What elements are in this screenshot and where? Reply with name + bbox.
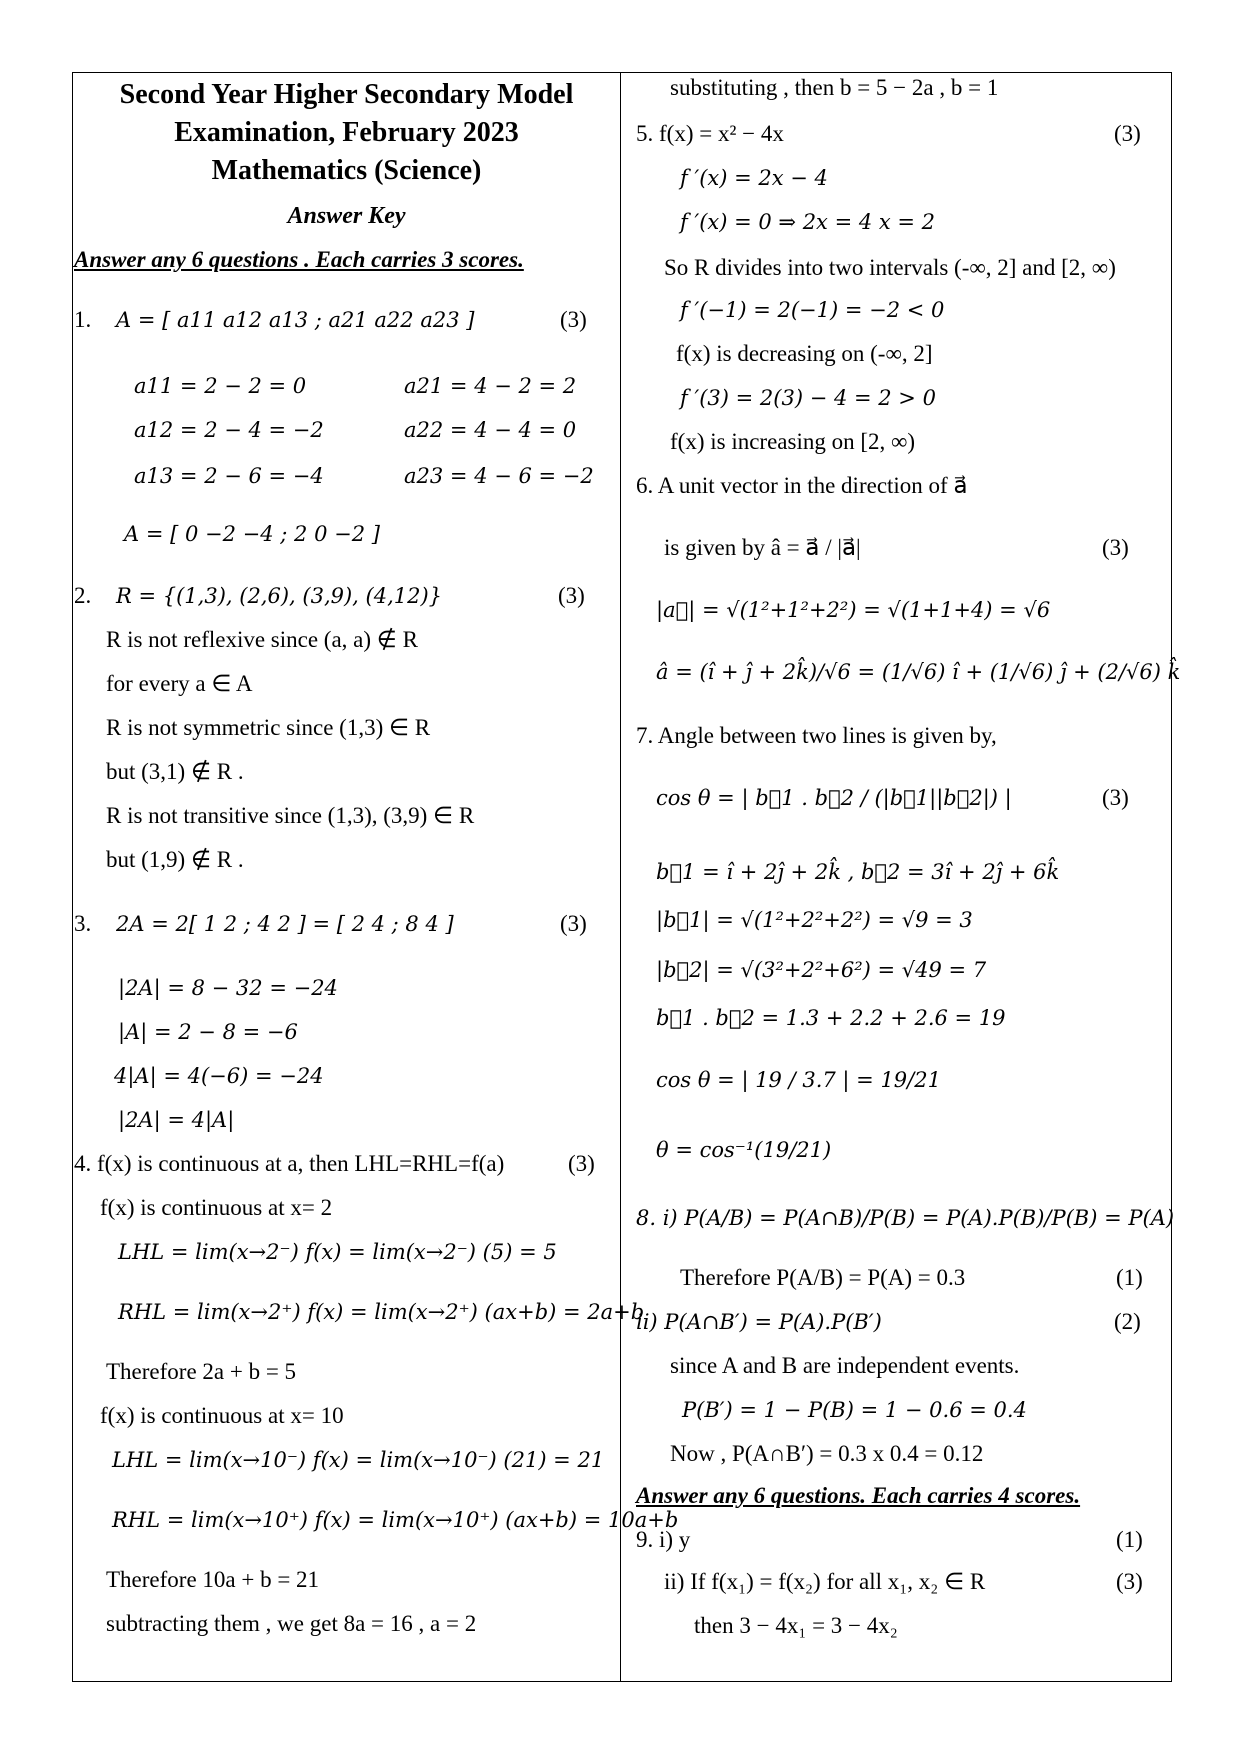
q8-line-6: Now , P(A∩B′) = 0.3 x 0.4 = 0.12 [670, 1441, 984, 1466]
q4-line-10: subtracting them , we get 8a = 16 , a = 2 [106, 1611, 477, 1636]
q9-line-1: 9. i) y [636, 1527, 691, 1552]
q4-line-8: RHL = lim(x→10⁺) f(x) = lim(x→10⁺) (ax+b) = 10a+b [112, 1508, 679, 1532]
q8-line-5: P(B′) = 1 − P(B) = 1 − 0.6 = 0.4 [682, 1398, 1027, 1422]
instruction-part-a: Answer any 6 questions . Each carries 3 scores. [74, 247, 524, 272]
q5-line-5: f ′(−1) = 2(−1) = −2 < 0 [680, 298, 945, 322]
q1-a13: a13 = 2 − 6 = −4 [134, 464, 324, 488]
q4-line-1: 4. f(x) is continuous at a, then LHL=RHL=f(a) [74, 1151, 505, 1176]
title-line-3: Mathematics (Science) [211, 155, 482, 186]
q5-score: (3) [1114, 121, 1141, 146]
q2-line-5: R is not transitive since (1,3), (3,9) ∈ R [106, 803, 475, 828]
q6-line-4: â = (î + ĵ + 2k̂)/√6 = (1/√6) î + (1/√6) ĵ + (2/√6) k̂ [656, 660, 1181, 684]
q2-line-3: R is not symmetric since (1,3) ∈ R [106, 715, 431, 740]
q3-eq: 2A = 2[ 1 2 ; 4 2 ] = [ 2 4 ; 8 4 ] [116, 912, 454, 936]
title-line-2: Examination, February 2023 [174, 117, 519, 148]
q4-line-5: Therefore 2a + b = 5 [106, 1359, 297, 1384]
q7-line-5: |b⃗2| = √(3²+2²+6²) = √49 = 7 [656, 958, 987, 982]
q4-score: (3) [568, 1151, 595, 1176]
q6-score: (3) [1102, 535, 1129, 560]
q5-line-3: f ′(x) = 0 ⇒ 2x = 4 x = 2 [680, 210, 936, 234]
q5-line-7: f ′(3) = 2(3) − 4 = 2 > 0 [680, 386, 936, 410]
q1-matrix: A = [ a11 a12 a13 ; a21 a22 a23 ] [116, 308, 475, 332]
q4-line-9: Therefore 10a + b = 21 [106, 1567, 320, 1592]
title-line-1: Second Year Higher Secondary Model [119, 79, 574, 110]
q4-continuation: substituting , then b = 5 − 2a , b = 1 [670, 75, 999, 100]
q5-line-2: f ′(x) = 2x − 4 [680, 166, 828, 190]
q5-line-4: So R divides into two intervals (-∞, 2] and [2, ∞) [664, 255, 1116, 280]
q1-a23: a23 = 4 − 6 = −2 [404, 464, 594, 488]
q8-line-4: since A and B are independent events. [670, 1353, 1020, 1378]
q6-line-3: |a⃗| = √(1²+1²+2²) = √(1+1+4) = √6 [656, 598, 1051, 622]
q7-line-4: |b⃗1| = √(1²+2²+2²) = √9 = 3 [656, 908, 973, 932]
instruction-part-b: Answer any 6 questions. Each carries 4 scores. [636, 1483, 1081, 1508]
q5-line-8: f(x) is increasing on [2, ∞) [670, 429, 916, 454]
q1-result: A = [ 0 −2 −4 ; 2 0 −2 ] [124, 522, 380, 546]
q3-line-2: |A| = 2 − 8 = −6 [118, 1020, 298, 1044]
right-column [624, 72, 1181, 1682]
q2-line-4: but (3,1) ∉ R . [106, 759, 244, 784]
q2-score: (3) [558, 583, 585, 608]
q1-a11: a11 = 2 − 2 = 0 [134, 374, 307, 398]
q5-line-1: 5. f(x) = x² − 4x [636, 121, 784, 146]
q9-score-2: (3) [1116, 1569, 1143, 1594]
q4-line-7: LHL = lim(x→10⁻) f(x) = lim(x→10⁻) (21) = 21 [112, 1448, 605, 1472]
q3-line-3: 4|A| = 4(−6) = −24 [114, 1064, 324, 1088]
q1-score: (3) [560, 307, 587, 332]
q6-line-2: is given by â = a⃗ / |a⃗| [664, 535, 861, 560]
q3-line-4: |2A| = 4|A| [118, 1108, 235, 1132]
q6-line-1: 6. A unit vector in the direction of a⃗ [636, 473, 968, 498]
q2-line-2: for every a ∈ A [106, 671, 253, 696]
q8-score-2: (2) [1114, 1309, 1141, 1334]
q2-line-6: but (1,9) ∉ R . [106, 847, 244, 872]
subtitle: Answer Key [287, 203, 406, 229]
q2-label: 2. [74, 583, 92, 608]
q8-line-2: Therefore P(A/B) = P(A) = 0.3 [680, 1265, 966, 1290]
q8-score-1: (1) [1116, 1265, 1143, 1290]
q1-label: 1. [74, 307, 92, 332]
q9-line-3: then 3 − 4x₁ = 3 − 4x₂ [694, 1613, 898, 1638]
q3-score: (3) [560, 911, 587, 936]
q9-score-1: (1) [1116, 1527, 1143, 1552]
q4-line-3: LHL = lim(x→2⁻) f(x) = lim(x→2⁻) (5) = 5 [118, 1240, 557, 1264]
column-divider [620, 72, 621, 1682]
q4-line-2: f(x) is continuous at x= 2 [100, 1195, 333, 1220]
q7-score: (3) [1102, 785, 1129, 810]
q1-a12: a12 = 2 − 4 = −2 [134, 418, 324, 442]
q2-line-1: R is not reflexive since (a, a) ∉ R [106, 627, 418, 652]
q7-line-7: cos θ = | 19 / 3.7 | = 19/21 [656, 1068, 941, 1092]
q7-line-1: 7. Angle between two lines is given by, [636, 723, 997, 748]
q8-line-3: ii) P(A∩B′) = P(A).P(B′) [636, 1310, 882, 1334]
q9-line-2: ii) If f(x₁) = f(x₂) for all x₁, x₂ ∈ R [664, 1569, 986, 1594]
q3-line-1: |2A| = 8 − 32 = −24 [118, 976, 338, 1000]
q7-line-6: b⃗1 . b⃗2 = 1.3 + 2.2 + 2.6 = 19 [656, 1006, 1006, 1030]
q4-line-4: RHL = lim(x→2⁺) f(x) = lim(x→2⁺) (ax+b) = 2a+b [118, 1300, 645, 1324]
q5-line-6: f(x) is decreasing on (-∞, 2] [676, 341, 933, 366]
q7-line-8: θ = cos⁻¹(19/21) [656, 1138, 832, 1162]
q4-line-6: f(x) is continuous at x= 10 [100, 1403, 344, 1428]
q3-label: 3. [74, 911, 92, 936]
q7-line-3: b⃗1 = î + 2ĵ + 2k̂ , b⃗2 = 3î + 2ĵ + 6k̂ [656, 860, 1060, 884]
q7-line-2: cos θ = | b⃗1 . b⃗2 / (|b⃗1||b⃗2|) | [656, 786, 1012, 810]
q1-a21: a21 = 4 − 2 = 2 [404, 374, 577, 398]
q8-line-1: 8. i) P(A/B) = P(A∩B)/P(B) = P(A).P(B)/P(B) = P(A) [636, 1206, 1175, 1230]
q1-a22: a22 = 4 − 4 = 0 [404, 418, 577, 442]
q2-relation: R = {(1,3), (2,6), (3,9), (4,12)} [116, 584, 443, 608]
